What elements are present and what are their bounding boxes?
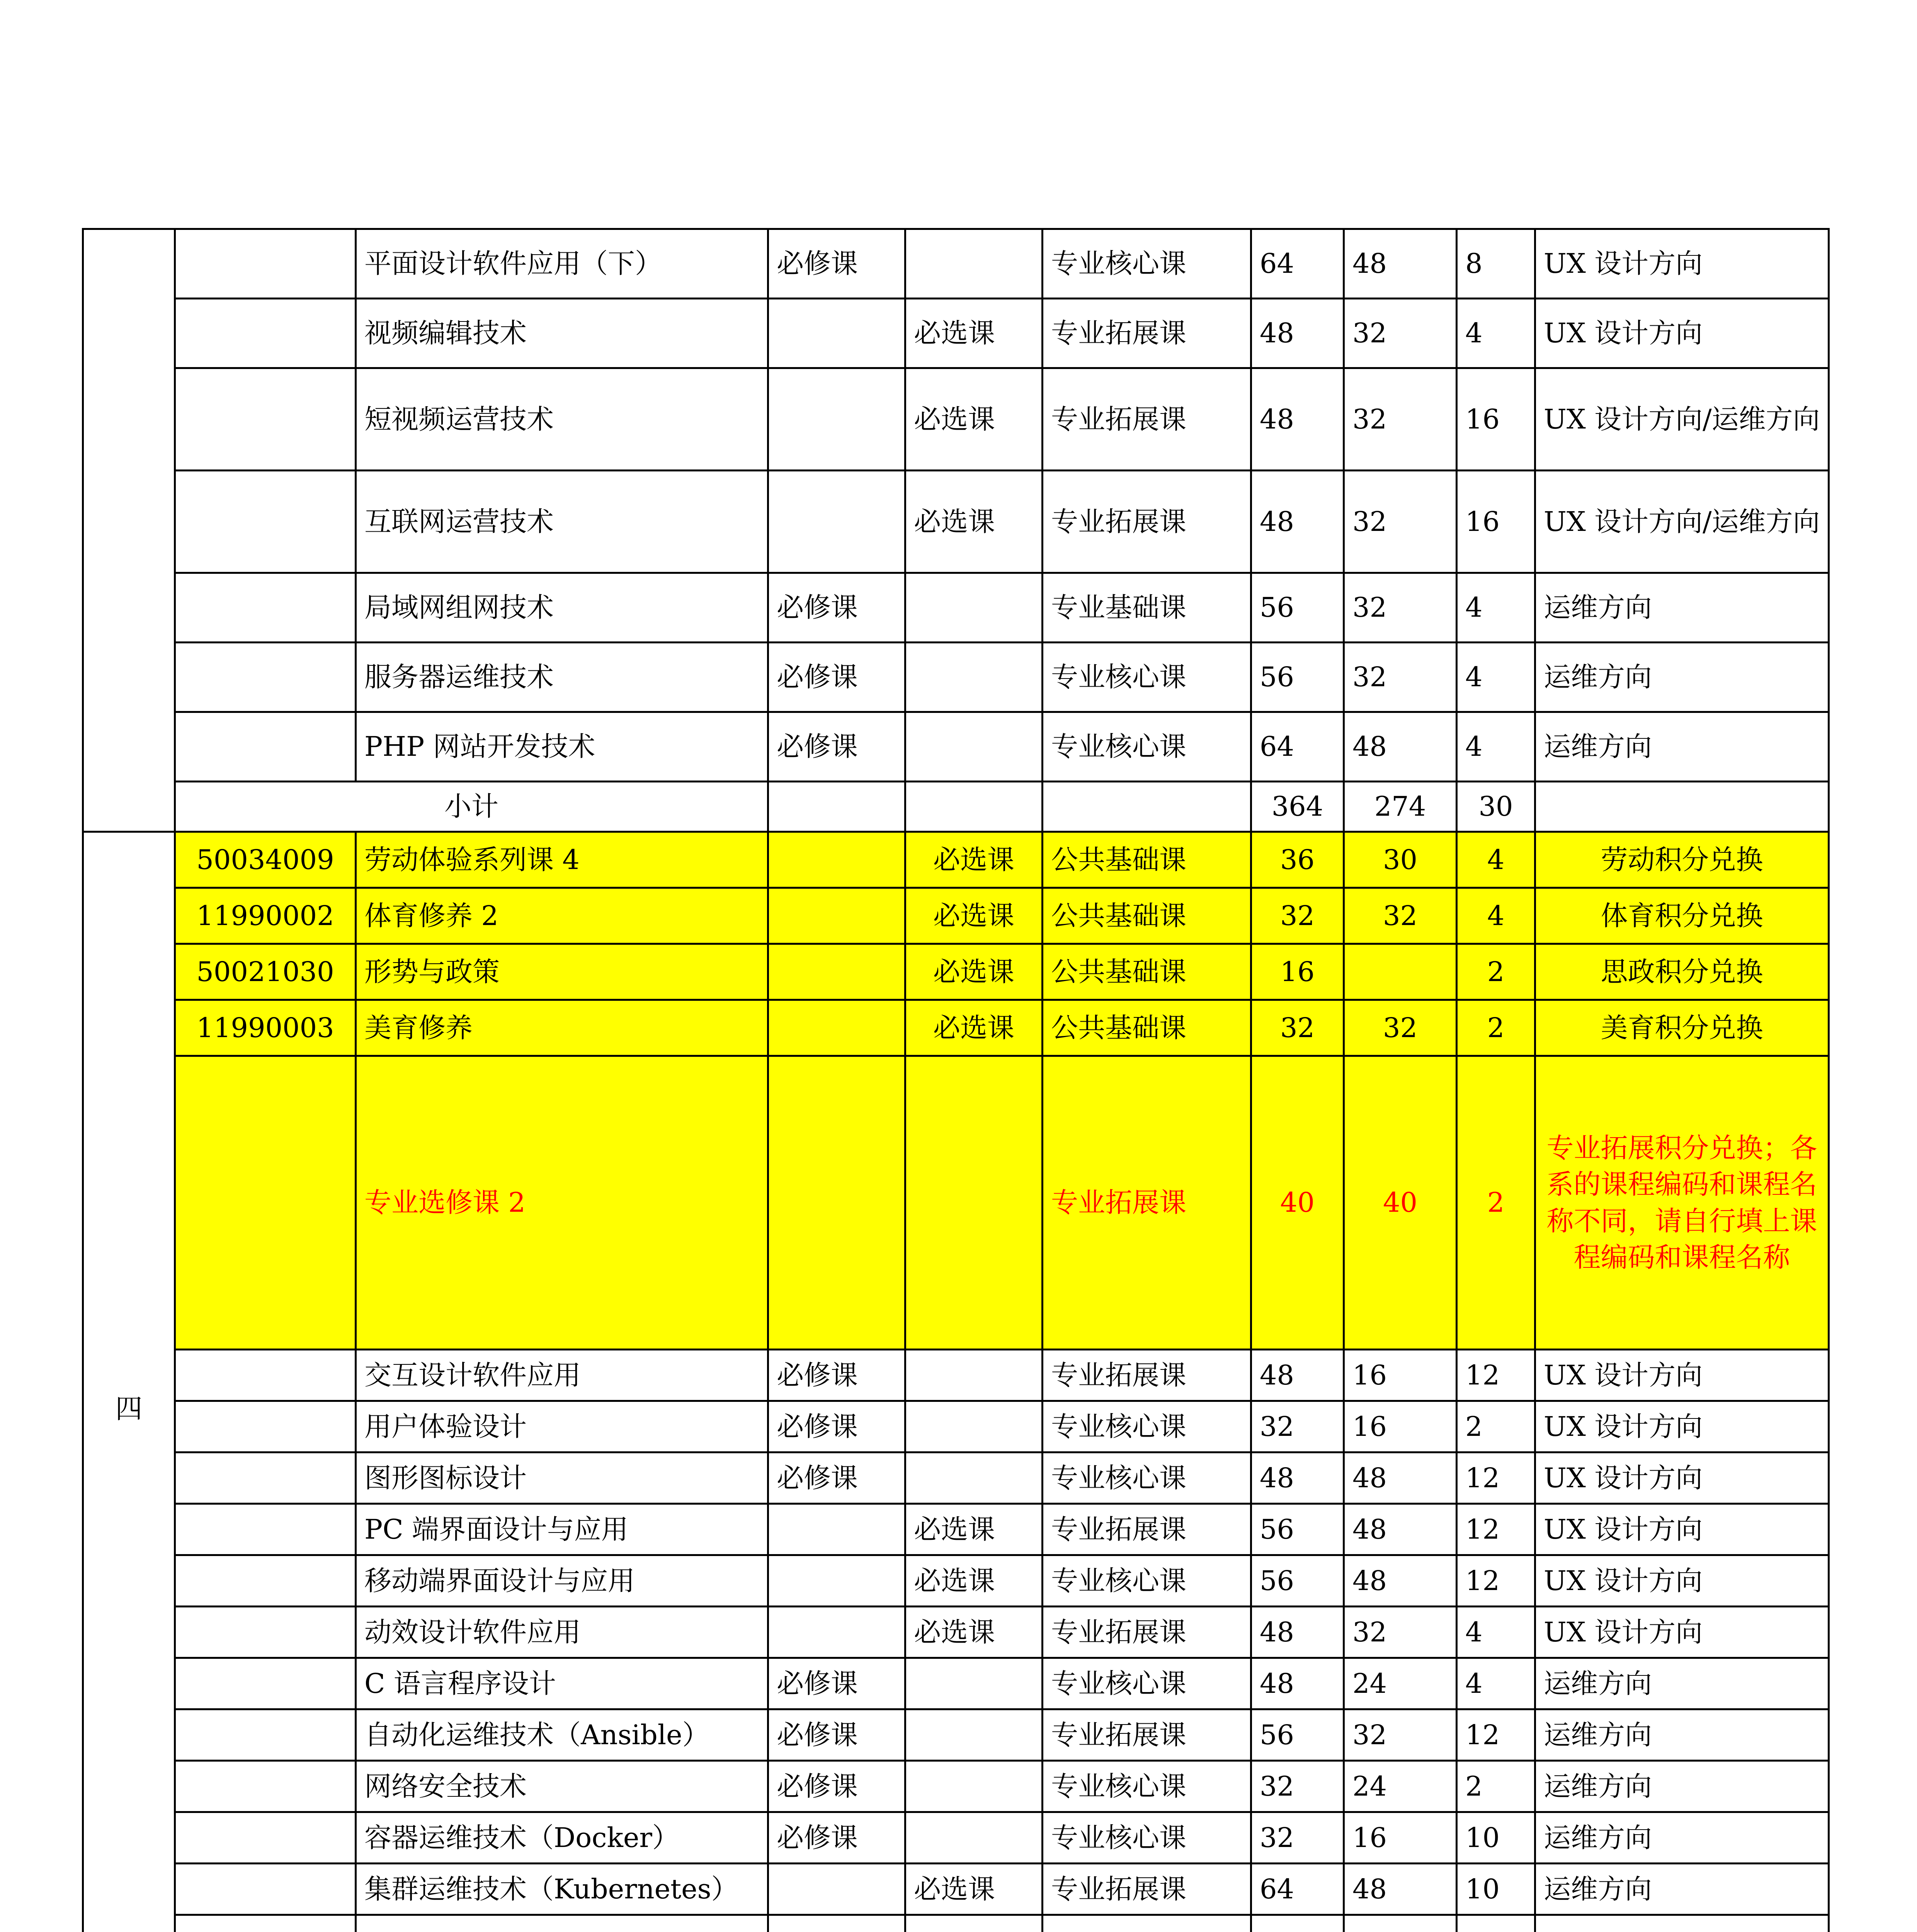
remark-cell: 运维方向 — [1535, 573, 1829, 643]
course-type-cell: 专业拓展课 — [1043, 471, 1251, 573]
course-code-cell: 50034009 — [175, 832, 356, 888]
remark-cell: UX 设计方向 — [1535, 229, 1829, 299]
total-hours-cell: 48 — [1251, 1452, 1344, 1504]
table-row-highlighted — [83, 1000, 1829, 1056]
course-name-cell: 专业选修课 2 — [356, 1056, 768, 1350]
remark-cell: UX 设计方向/运维方向 — [1535, 368, 1829, 471]
course-type-cell: 专业核心课 — [1043, 1658, 1251, 1709]
remark-cell: 运维方向 — [1535, 1709, 1829, 1761]
subtotal-theory: 274 — [1344, 782, 1457, 832]
course-type-cell: 公共基础课 — [1043, 888, 1251, 944]
remark-cell: UX 设计方向/运维方向 — [1535, 471, 1829, 573]
elective-cell — [905, 573, 1043, 643]
theory-hours-cell: 40 — [1344, 1056, 1457, 1350]
course-type-cell: 公共基础课 — [1043, 832, 1251, 888]
course-code-cell — [175, 643, 356, 712]
credit-cell: 10 — [1457, 1864, 1535, 1915]
total-hours-cell: 48 — [1251, 1658, 1344, 1709]
remark-cell: 专业拓展积分兑换；各系的课程编码和课程名称不同，请自行填上课程编码和课程名称 — [1535, 1056, 1829, 1350]
course-schedule-table — [82, 228, 1830, 1932]
course-code-cell — [175, 299, 356, 368]
course-name-cell: 服务器运维技术 — [356, 643, 768, 712]
course-code-cell — [175, 712, 356, 782]
remark-cell: 运维方向 — [1535, 1761, 1829, 1812]
course-name-cell: 容器运维技术（Docker） — [356, 1812, 768, 1864]
course-type-cell: 专业拓展课 — [1043, 1709, 1251, 1761]
course-name-cell: 局域网组网技术 — [356, 573, 768, 643]
credit-cell: 2 — [1457, 1056, 1535, 1350]
elective-cell: 必选课 — [905, 1864, 1043, 1915]
credit-cell — [1457, 1915, 1535, 1932]
course-type-cell: 专业核心课 — [1043, 229, 1251, 299]
credit-cell: 2 — [1457, 1000, 1535, 1056]
course-type-cell: 专业拓展课 — [1043, 1607, 1251, 1658]
table-row — [83, 1864, 1829, 1915]
total-hours-cell: 56 — [1251, 643, 1344, 712]
required-cell — [768, 832, 905, 888]
required-cell: 必修课 — [768, 1658, 905, 1709]
course-type-cell: 专业核心课 — [1043, 1401, 1251, 1452]
course-name-cell: 视频编辑技术 — [356, 299, 768, 368]
credit-cell: 2 — [1457, 1401, 1535, 1452]
course-name-cell: 美育修养 — [356, 1000, 768, 1056]
elective-cell: 必选课 — [905, 832, 1043, 888]
required-cell: 必修课 — [768, 1709, 905, 1761]
table-row-highlighted — [83, 832, 1829, 888]
table-row — [83, 1350, 1829, 1401]
table-row — [83, 229, 1829, 299]
course-type-cell: 公共基础课 — [1043, 1000, 1251, 1056]
required-cell — [768, 944, 905, 1000]
course-code-cell — [175, 1607, 356, 1658]
remark-cell: UX 设计方向 — [1535, 299, 1829, 368]
course-code-cell — [175, 1504, 356, 1555]
required-cell — [768, 1056, 905, 1350]
course-name-cell: 劳动体验系列课 4 — [356, 832, 768, 888]
theory-hours-cell: 16 — [1344, 1401, 1457, 1452]
course-name-cell: 自动化运维技术（Ansible） — [356, 1709, 768, 1761]
credit-cell: 12 — [1457, 1504, 1535, 1555]
total-hours-cell: 48 — [1251, 1350, 1344, 1401]
elective-cell: 必选课 — [905, 1000, 1043, 1056]
table-row-highlighted — [83, 1056, 1829, 1350]
course-type-cell: 专业核心课 — [1043, 1555, 1251, 1607]
total-hours-cell: 48 — [1251, 1607, 1344, 1658]
course-code-cell — [175, 1555, 356, 1607]
course-code-cell — [175, 1915, 356, 1932]
required-cell: 必修课 — [768, 643, 905, 712]
credit-cell: 4 — [1457, 1607, 1535, 1658]
course-type-cell: 专业基础课 — [1043, 573, 1251, 643]
elective-cell — [905, 1709, 1043, 1761]
remark-cell: UX 设计方向 — [1535, 1401, 1829, 1452]
course-type-cell: 专业核心课 — [1043, 1452, 1251, 1504]
course-name-cell: 体育修养 2 — [356, 888, 768, 944]
table-row-highlighted — [83, 944, 1829, 1000]
total-hours-cell: 48 — [1251, 471, 1344, 573]
total-hours-cell: 56 — [1251, 573, 1344, 643]
elective-cell — [905, 1915, 1043, 1932]
course-code-cell — [175, 1761, 356, 1812]
theory-hours-cell: 32 — [1344, 1607, 1457, 1658]
required-cell: 必修课 — [768, 712, 905, 782]
remark-cell: UX 设计方向 — [1535, 1607, 1829, 1658]
credit-cell: 8 — [1457, 229, 1535, 299]
credit-cell: 12 — [1457, 1709, 1535, 1761]
total-hours-cell: 40 — [1251, 1056, 1344, 1350]
credit-cell: 4 — [1457, 643, 1535, 712]
remark-cell: 美育积分兑换 — [1535, 1000, 1829, 1056]
required-cell — [768, 1000, 905, 1056]
theory-hours-cell: 48 — [1344, 1864, 1457, 1915]
course-name-cell: 平面设计软件应用（下） — [356, 229, 768, 299]
course-code-cell: 11990002 — [175, 888, 356, 944]
table-row — [83, 643, 1829, 712]
course-type-cell: 专业拓展课 — [1043, 1864, 1251, 1915]
theory-hours-cell: 24 — [1344, 1761, 1457, 1812]
course-type-cell: 专业核心课 — [1043, 712, 1251, 782]
required-cell: 必修课 — [768, 229, 905, 299]
course-type-cell: 专业核心课 — [1043, 1761, 1251, 1812]
course-name-cell: 形势与政策 — [356, 944, 768, 1000]
table-row — [83, 471, 1829, 573]
credit-cell: 4 — [1457, 832, 1535, 888]
semester-label: 四 — [83, 832, 175, 1932]
elective-cell: 必选课 — [905, 368, 1043, 471]
subtotal-hours: 364 — [1251, 782, 1344, 832]
course-name-cell: 集群运维技术（Kubernetes） — [356, 1864, 768, 1915]
credit-cell: 4 — [1457, 299, 1535, 368]
theory-hours-cell — [1344, 1915, 1457, 1932]
course-name-cell: 短视频运营技术 — [356, 368, 768, 471]
course-type-cell — [1043, 1915, 1251, 1932]
elective-cell — [905, 712, 1043, 782]
required-cell: 必修课 — [768, 1350, 905, 1401]
course-type-cell: 专业拓展课 — [1043, 1350, 1251, 1401]
required-cell: 必修课 — [768, 1401, 905, 1452]
total-hours-cell: 32 — [1251, 1401, 1344, 1452]
theory-hours-cell: 24 — [1344, 1658, 1457, 1709]
table-body — [83, 229, 1829, 1932]
course-name-cell: 用户体验设计 — [356, 1401, 768, 1452]
semester-cell — [83, 229, 175, 832]
total-hours-cell: 48 — [1251, 299, 1344, 368]
course-code-cell: 11990003 — [175, 1000, 356, 1056]
table-row — [83, 1812, 1829, 1864]
total-hours-cell: 64 — [1251, 1864, 1344, 1915]
remark-cell: UX 设计方向 — [1535, 1555, 1829, 1607]
course-type-cell: 专业拓展课 — [1043, 368, 1251, 471]
course-code-cell — [175, 1709, 356, 1761]
course-name-cell: 动效设计软件应用 — [356, 1607, 768, 1658]
course-code-cell — [175, 471, 356, 573]
table-row — [83, 1452, 1829, 1504]
elective-cell — [905, 1056, 1043, 1350]
course-code-cell — [175, 1056, 356, 1350]
course-code-cell — [175, 1350, 356, 1401]
theory-hours-cell — [1344, 944, 1457, 1000]
required-cell — [768, 299, 905, 368]
table-row — [83, 573, 1829, 643]
required-cell: 必修课 — [768, 1812, 905, 1864]
course-type-cell: 专业拓展课 — [1043, 1504, 1251, 1555]
table-row — [83, 1915, 1829, 1932]
course-name-cell: 图形图标设计 — [356, 1452, 768, 1504]
table-row — [83, 299, 1829, 368]
required-cell — [768, 368, 905, 471]
subtotal-row — [83, 782, 1829, 832]
course-type-cell: 专业拓展课 — [1043, 299, 1251, 368]
theory-hours-cell: 48 — [1344, 229, 1457, 299]
elective-cell: 必选课 — [905, 1504, 1043, 1555]
remark-cell: 运维方向 — [1535, 1864, 1829, 1915]
table-row — [83, 712, 1829, 782]
total-hours-cell: 48 — [1251, 368, 1344, 471]
credit-cell: 12 — [1457, 1555, 1535, 1607]
course-type-cell: 专业核心课 — [1043, 1812, 1251, 1864]
course-name-cell: 移动端界面设计与应用 — [356, 1555, 768, 1607]
required-cell: 必修课 — [768, 1761, 905, 1812]
elective-cell: 必选课 — [905, 944, 1043, 1000]
remark-cell — [1535, 1915, 1829, 1932]
course-code-cell — [175, 1658, 356, 1709]
table-row-highlighted — [83, 888, 1829, 944]
theory-hours-cell: 16 — [1344, 1350, 1457, 1401]
empty-cell — [768, 782, 905, 832]
theory-hours-cell: 32 — [1344, 643, 1457, 712]
course-name-cell: PHP 网站开发技术 — [356, 712, 768, 782]
remark-cell: 体育积分兑换 — [1535, 888, 1829, 944]
table-row — [83, 1401, 1829, 1452]
elective-cell — [905, 1658, 1043, 1709]
required-cell — [768, 1607, 905, 1658]
credit-cell: 16 — [1457, 471, 1535, 573]
course-type-cell: 专业拓展课 — [1043, 1056, 1251, 1350]
remark-cell: UX 设计方向 — [1535, 1504, 1829, 1555]
remark-cell: 运维方向 — [1535, 643, 1829, 712]
total-hours-cell: 64 — [1251, 229, 1344, 299]
course-code-cell — [175, 229, 356, 299]
remark-cell: 劳动积分兑换 — [1535, 832, 1829, 888]
total-hours-cell: 56 — [1251, 1709, 1344, 1761]
total-hours-cell — [1251, 1915, 1344, 1932]
remark-cell: 运维方向 — [1535, 712, 1829, 782]
subtotal-credit: 30 — [1457, 782, 1535, 832]
elective-cell — [905, 1812, 1043, 1864]
table-row — [83, 1607, 1829, 1658]
remark-cell: UX 设计方向 — [1535, 1350, 1829, 1401]
credit-cell: 10 — [1457, 1812, 1535, 1864]
total-hours-cell: 32 — [1251, 1761, 1344, 1812]
required-cell — [768, 1915, 905, 1932]
elective-cell — [905, 1401, 1043, 1452]
course-code-cell — [175, 1401, 356, 1452]
theory-hours-cell: 16 — [1344, 1812, 1457, 1864]
table-row — [83, 1658, 1829, 1709]
credit-cell: 4 — [1457, 1658, 1535, 1709]
credit-cell: 12 — [1457, 1452, 1535, 1504]
remark-cell: 运维方向 — [1535, 1658, 1829, 1709]
elective-cell: 必选课 — [905, 1607, 1043, 1658]
course-code-cell: 50021030 — [175, 944, 356, 1000]
elective-cell — [905, 643, 1043, 712]
theory-hours-cell: 48 — [1344, 1555, 1457, 1607]
total-hours-cell: 64 — [1251, 712, 1344, 782]
total-hours-cell: 56 — [1251, 1555, 1344, 1607]
elective-cell: 必选课 — [905, 299, 1043, 368]
required-cell — [768, 1864, 905, 1915]
course-name-cell: 交互设计软件应用 — [356, 1350, 768, 1401]
theory-hours-cell: 32 — [1344, 299, 1457, 368]
theory-hours-cell: 32 — [1344, 1709, 1457, 1761]
empty-cell — [1535, 782, 1829, 832]
credit-cell: 4 — [1457, 573, 1535, 643]
total-hours-cell: 32 — [1251, 1000, 1344, 1056]
remark-cell: UX 设计方向 — [1535, 1452, 1829, 1504]
table-row — [83, 1555, 1829, 1607]
course-code-cell — [175, 368, 356, 471]
elective-cell — [905, 1350, 1043, 1401]
empty-cell — [905, 782, 1043, 832]
table-row — [83, 1504, 1829, 1555]
remark-cell: 思政积分兑换 — [1535, 944, 1829, 1000]
theory-hours-cell: 48 — [1344, 712, 1457, 782]
elective-cell — [905, 229, 1043, 299]
theory-hours-cell: 48 — [1344, 1452, 1457, 1504]
total-hours-cell: 32 — [1251, 888, 1344, 944]
course-code-cell — [175, 1452, 356, 1504]
total-hours-cell: 36 — [1251, 832, 1344, 888]
required-cell — [768, 471, 905, 573]
course-type-cell: 公共基础课 — [1043, 944, 1251, 1000]
credit-cell: 4 — [1457, 712, 1535, 782]
course-name-cell: PC 端界面设计与应用 — [356, 1504, 768, 1555]
elective-cell — [905, 1761, 1043, 1812]
total-hours-cell: 56 — [1251, 1504, 1344, 1555]
theory-hours-cell: 32 — [1344, 471, 1457, 573]
credit-cell: 4 — [1457, 888, 1535, 944]
required-cell: 必修课 — [768, 1452, 905, 1504]
theory-hours-cell: 32 — [1344, 1000, 1457, 1056]
course-code-cell — [175, 1864, 356, 1915]
empty-cell — [1043, 782, 1251, 832]
theory-hours-cell: 32 — [1344, 368, 1457, 471]
course-name-cell: 互联网运营技术 — [356, 471, 768, 573]
elective-cell: 必选课 — [905, 1555, 1043, 1607]
elective-cell: 必选课 — [905, 471, 1043, 573]
table-row — [83, 368, 1829, 471]
credit-cell: 12 — [1457, 1350, 1535, 1401]
total-hours-cell: 32 — [1251, 1812, 1344, 1864]
table-row — [83, 1761, 1829, 1812]
credit-cell: 2 — [1457, 944, 1535, 1000]
required-cell — [768, 888, 905, 944]
total-hours-cell: 16 — [1251, 944, 1344, 1000]
course-name-cell: C 语言程序设计 — [356, 1658, 768, 1709]
credit-cell: 2 — [1457, 1761, 1535, 1812]
elective-cell: 必选课 — [905, 888, 1043, 944]
remark-cell: 运维方向 — [1535, 1812, 1829, 1864]
theory-hours-cell: 32 — [1344, 888, 1457, 944]
course-type-cell: 专业核心课 — [1043, 643, 1251, 712]
table-row — [83, 1709, 1829, 1761]
theory-hours-cell: 48 — [1344, 1504, 1457, 1555]
credit-cell: 16 — [1457, 368, 1535, 471]
required-cell: 必修课 — [768, 573, 905, 643]
course-code-cell — [175, 573, 356, 643]
required-cell — [768, 1555, 905, 1607]
course-name-cell — [356, 1915, 768, 1932]
theory-hours-cell: 32 — [1344, 573, 1457, 643]
course-name-cell: 网络安全技术 — [356, 1761, 768, 1812]
elective-cell — [905, 1452, 1043, 1504]
required-cell — [768, 1504, 905, 1555]
theory-hours-cell: 30 — [1344, 832, 1457, 888]
subtotal-label: 小计 — [175, 782, 768, 832]
course-code-cell — [175, 1812, 356, 1864]
